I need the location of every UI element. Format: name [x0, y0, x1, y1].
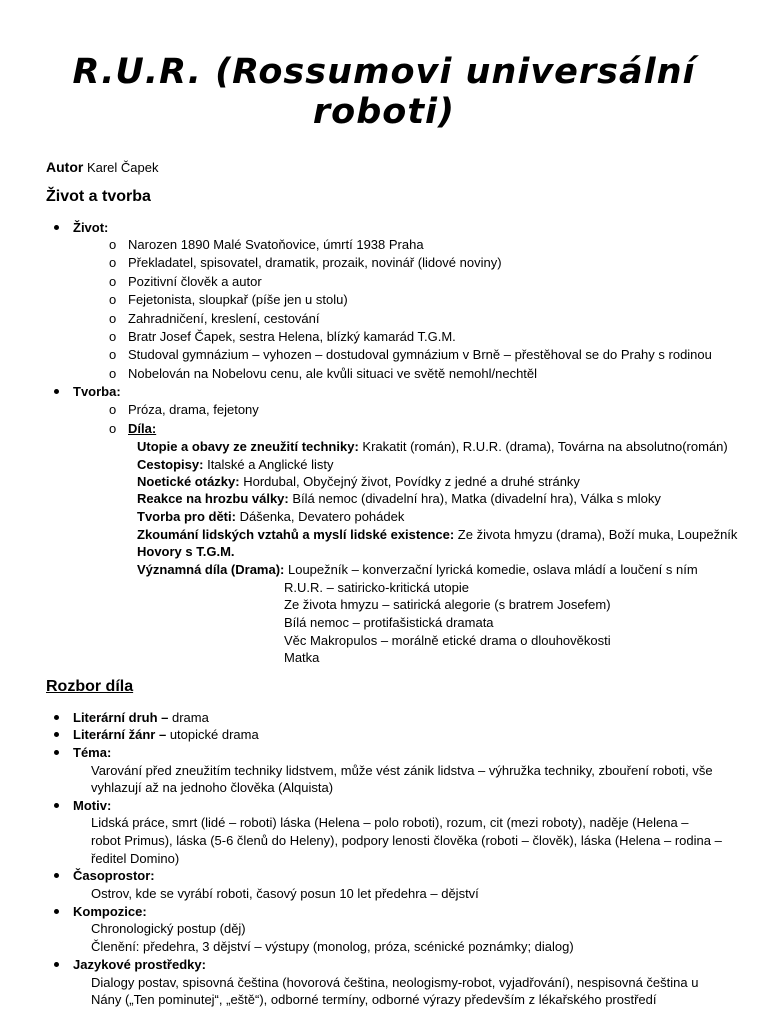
dila-row-text: Hordubal, Obyčejný život, Povídky z jedné a druhé stránky	[239, 474, 580, 489]
dila-row-label: Utopie a obavy ze zneužití techniky:	[137, 439, 359, 454]
druh-label: Literární druh –	[73, 710, 169, 725]
section-heading-rozbor-dila: Rozbor díla	[46, 678, 134, 695]
bullet-druh	[73, 709, 209, 727]
drama-item: Ze života hmyzu – satirická alegorie (s bratrem Josefem)	[284, 597, 611, 612]
jazyk-line: Dialogy postav, spisovná čeština (hovorová čeština, neologismy-robot, vyjadřování), nespisovná čeština u	[91, 975, 699, 990]
list-item: o Studoval gymnázium – vyhozen – dostudoval gymnázium v Brně – přestěhoval se do Prahy s rodinou	[128, 346, 712, 364]
page-title: R.U.R. (Rossumovi universální roboti)	[72, 52, 696, 132]
list-item: o Próza, drama, fejetony	[128, 401, 259, 419]
dila-row-text: Ze života hmyzu (drama), Boží muka, Loupežník	[454, 527, 738, 542]
dila-row	[137, 526, 737, 544]
drama-item: Matka	[284, 650, 320, 665]
motiv-line: ředitel Domino)	[91, 851, 180, 866]
list-item: o Zahradničení, kreslení, cestování	[128, 310, 320, 328]
druh-value: drama	[168, 710, 209, 725]
drama-item: Věc Makropulos – morálně etické drama o dlouhověkosti	[284, 633, 611, 648]
dila-row-text: Dášenka, Devatero pohádek	[235, 509, 405, 524]
dila-row-text: Krakatit (román), R.U.R. (drama), Továrna na absolutno(román)	[358, 439, 728, 454]
dila-row-text: Loupežník – konverzační lyrická komedie, oslava mládí a loučení s ním	[284, 562, 698, 577]
dila-label: Díla:	[128, 421, 157, 436]
list-item: o Narozen 1890 Malé Svatoňovice, úmrtí 1938 Praha	[128, 236, 424, 254]
list-item: o Pozitivní člověk a autor	[128, 273, 262, 291]
dila-row-label: Reakce na hrozbu války:	[137, 491, 289, 506]
drama-item: R.U.R. – satiricko-kritická utopie	[284, 580, 469, 595]
casoprostor-label: Časoprostor:	[73, 868, 155, 883]
dila-row-label: Zkoumání lidských vztahů a myslí lidské existence:	[137, 527, 455, 542]
dila-row	[137, 473, 580, 491]
list-item-dila	[128, 420, 156, 438]
bullet-jazykove-prostredky	[73, 956, 206, 974]
tema-label: Téma:	[73, 745, 112, 760]
dila-row-label: Hovory s T.G.M.	[137, 544, 235, 559]
dila-row	[137, 438, 728, 456]
tema-line: Varování před zneužitím techniky lidstvem, může vést zánik lidstva – výhružka techniky, zbouření roboti, vše	[91, 763, 713, 778]
bullet-casoprostor	[73, 867, 155, 885]
bullet-kompozice	[73, 903, 147, 921]
author-name: Karel Čapek	[86, 160, 159, 175]
zanr-value: utopické drama	[166, 727, 259, 742]
dila-row	[137, 561, 698, 579]
section-heading-zivot-a-tvorba: Život a tvorba	[46, 188, 151, 205]
list-item: o Nobelován na Nobelovu cenu, ale kvůli situaci ve světě nemohl/nechtěl	[128, 365, 537, 383]
dila-row	[137, 508, 404, 526]
drama-item: Bílá nemoc – protifašistická dramata	[284, 615, 494, 630]
jazyk-label: Jazykové prostředky:	[73, 957, 206, 972]
jazyk-line: Nány („Ten pominutej“, „eště“), odborné termíny, odborné výrazy především z lékařského prostředí	[91, 992, 657, 1007]
tvorba-label: Tvorba:	[73, 384, 121, 399]
list-item: o Fejetonista, sloupkař (píše jen u stolu)	[128, 291, 348, 309]
bullet-zanr	[73, 726, 259, 744]
zanr-label: Literární žánr –	[73, 727, 167, 742]
author-line	[46, 158, 159, 177]
dila-row	[137, 456, 334, 474]
dila-row	[137, 490, 661, 508]
bullet-tvorba	[73, 383, 121, 401]
bullet-motiv	[73, 797, 111, 815]
kompozice-line: Chronologický postup (děj)	[91, 921, 246, 936]
casoprostor-line: Ostrov, kde se vyrábí roboti, časový posun 10 let předehra – dějství	[91, 886, 479, 901]
dila-row-text: Italské a Anglické listy	[203, 457, 334, 472]
list-item: o Bratr Josef Čapek, sestra Helena, blízký kamarád T.G.M.	[128, 328, 456, 346]
dila-row-label: Cestopisy:	[137, 457, 204, 472]
zivot-label: Život:	[73, 220, 109, 235]
dila-row-label: Významná díla (Drama):	[137, 562, 285, 577]
dila-row-label: Tvorba pro děti:	[137, 509, 236, 524]
bullet-tema	[73, 744, 111, 762]
bullet-zivot	[73, 219, 108, 237]
author-label: Autor	[46, 159, 84, 175]
list-item: o Překladatel, spisovatel, dramatik, prozaik, novinář (lidové noviny)	[128, 254, 502, 272]
tema-line: vyhlazují až na jednoho člověka (Alquista)	[91, 780, 334, 795]
dila-row-label: Noetické otázky:	[137, 474, 240, 489]
motiv-label: Motiv:	[73, 798, 112, 813]
kompozice-line: Členění: předehra, 3 dějství – výstupy (monolog, próza, scénické poznámky; dialog)	[91, 939, 574, 954]
motiv-line: Lidská práce, smrt (lidé – roboti) láska (Helena – polo roboti), rozum, cit (mezi roboty), naděje (Helena –	[91, 815, 689, 830]
dila-row-text: Bílá nemoc (divadelní hra), Matka (divadelní hra), Válka s mloky	[288, 491, 661, 506]
dila-row	[137, 543, 235, 561]
motiv-line: robot Primus), láska (5-6 členů do Heleny), podpory lenosti člověka (roboti – člověk), láska (Helena – rodina –	[91, 833, 722, 848]
kompozice-label: Kompozice:	[73, 904, 147, 919]
